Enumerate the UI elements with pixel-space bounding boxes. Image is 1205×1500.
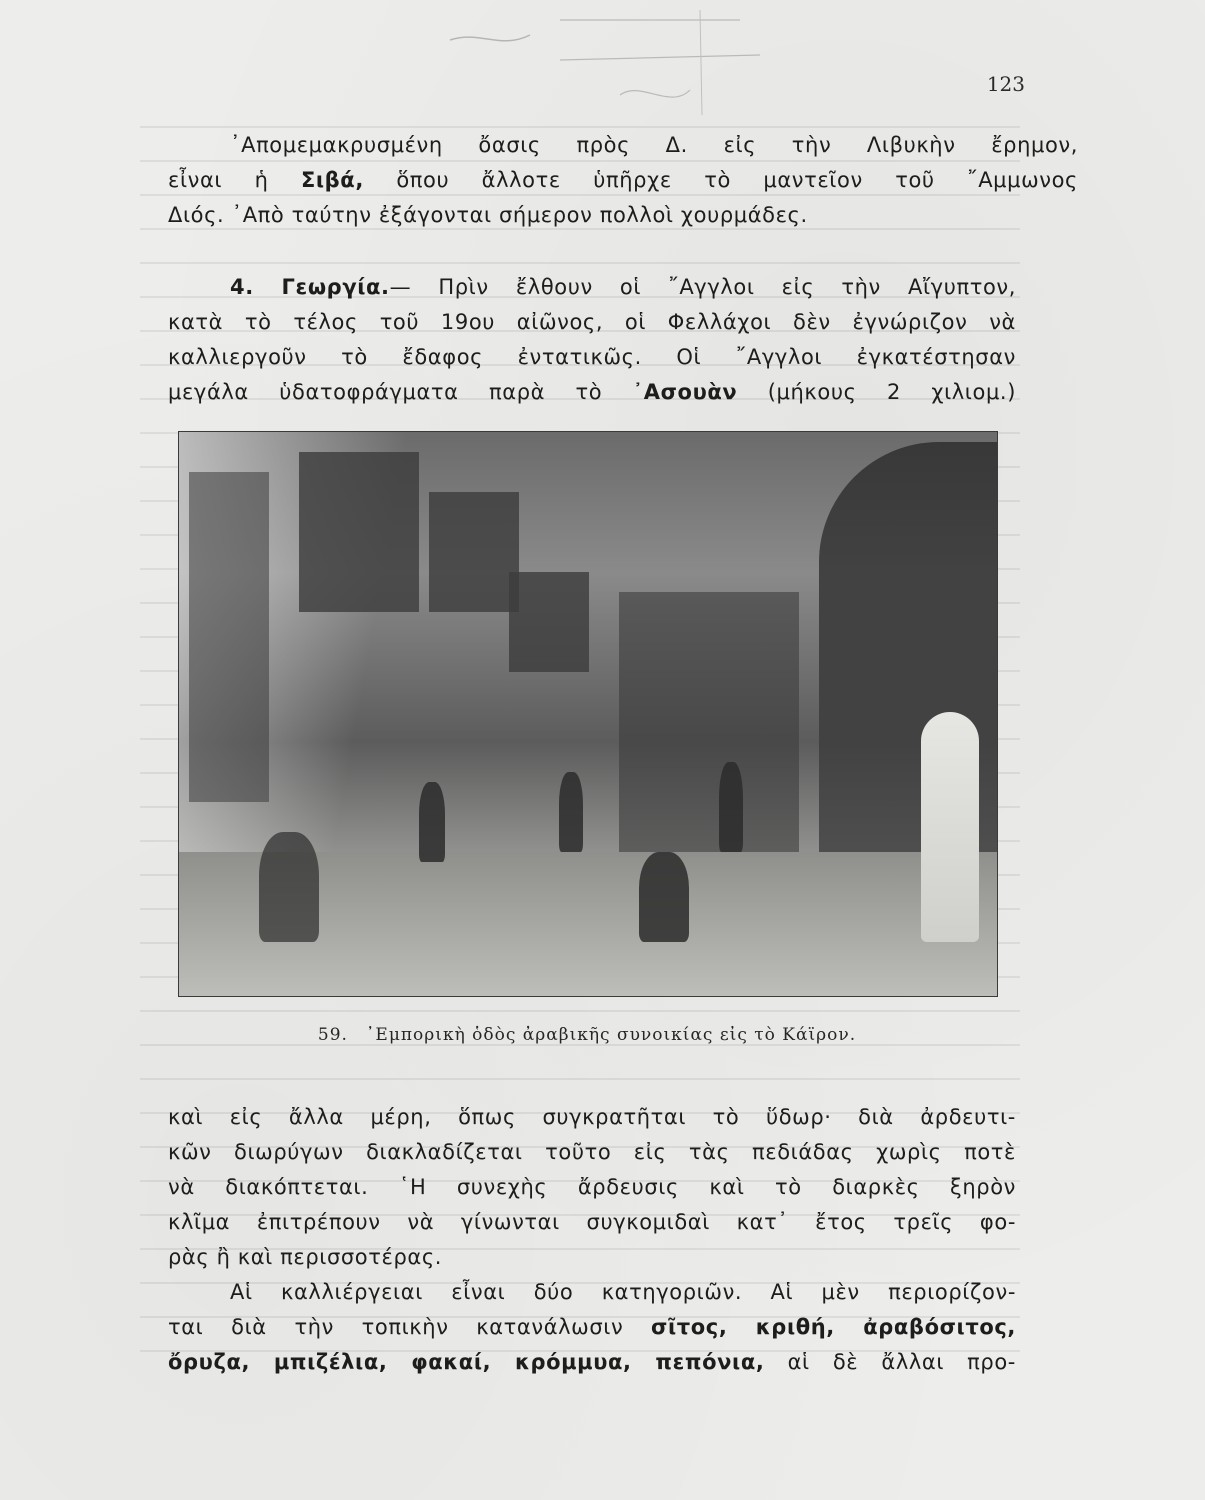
- text-span: (μήκους 2 χιλιομ.): [737, 380, 1016, 404]
- text-line: Αἱ καλλιέργειαι εἶναι δύο κατηγοριῶν. Αἱ μὲν περιορίζον-: [230, 1280, 1016, 1304]
- text-span: — Πρὶν ἔλθουν οἱ ῎Αγγλοι εἰς τὴν Αἴγυπτον,: [389, 275, 1016, 299]
- page-number: 123: [986, 72, 1025, 96]
- text-line: κατὰ τὸ τέλος τοῦ 19ου αἰῶνος, οἱ Φελλάχοι δὲν ἐγνώριζον νὰ: [168, 310, 1016, 334]
- text-span: αἱ δὲ ἄλλαι προ-: [764, 1350, 1016, 1374]
- paragraph-siwa: [168, 128, 1078, 233]
- text-line: κῶν διωρύγων διακλαδίζεται τοῦτο εἰς τὰς πεδιάδας χωρὶς ποτὲ: [168, 1140, 1016, 1164]
- bold-term: Σιβά,: [300, 168, 364, 192]
- text-span: ται διὰ τὴν τοπικὴν κατανάλωσιν: [168, 1315, 652, 1339]
- street-photograph: [178, 431, 998, 997]
- text-line: [168, 1345, 1016, 1380]
- text-line: ᾽Απομεμακρυσμένη ὄασις πρὸς Δ. εἰς τὴν Λιβυκὴν ἔρημον,: [230, 133, 1078, 157]
- photo-figure: [259, 832, 319, 942]
- photo-figure: [639, 852, 689, 942]
- paragraph-irrigation: [168, 1100, 1016, 1275]
- photo-figure: [559, 772, 583, 852]
- bold-term: ᾽Ασουὰν: [632, 380, 738, 404]
- bold-crops: σῖτος, κριθή, ἀραβόσιτος,: [651, 1315, 1016, 1339]
- text-line: Διός. ᾽Απὸ ταύτην ἐξάγονται σήμερον πολλοὶ χουρμάδες.: [168, 203, 808, 227]
- text-span: ὅπου ἄλλοτε ὑπῆρχε τὸ μαντεῖον τοῦ ῎Αμμωνος: [363, 168, 1078, 192]
- pencil-marks: [440, 0, 800, 120]
- text-line: [168, 163, 1078, 198]
- photo-shopfront: [619, 592, 799, 852]
- text-line: καλλιεργοῦν τὸ ἔδαφος ἐντατικῶς. Οἱ ῎Αγγλοι ἐγκατέστησαν: [168, 345, 1016, 369]
- text-line: ρὰς ἢ καὶ περισσοτέρας.: [168, 1245, 443, 1269]
- text-line: [168, 270, 1016, 305]
- text-line: [168, 1310, 1016, 1345]
- photo-figure: [419, 782, 445, 862]
- figure-number: 59.: [317, 1025, 348, 1045]
- paragraph-crops: [168, 1275, 1016, 1380]
- photo-figure: [719, 762, 743, 852]
- figure-caption: [178, 1025, 996, 1045]
- paragraph-agriculture: [168, 270, 1016, 410]
- section-heading: 4. Γεωργία.: [230, 275, 390, 299]
- photo-balcony: [509, 572, 589, 672]
- text-line: κλῖμα ἐπιτρέπουν νὰ γίνωνται συγκομιδαὶ κατ᾽ ἔτος τρεῖς φο-: [168, 1210, 1016, 1234]
- text-line: καὶ εἰς ἄλλα μέρη, ὅπως συγκρατῆται τὸ ὕδωρ· διὰ ἀρδευτι-: [168, 1105, 1016, 1129]
- photo-balcony: [429, 492, 519, 612]
- text-span: μεγάλα ὑδατοφράγματα παρὰ τὸ: [168, 380, 633, 404]
- text-line: νὰ διακόπτεται. ῾Η συνεχὴς ἄρδευσις καὶ τὸ διαρκὲς ξηρὸν: [168, 1175, 1016, 1199]
- caption-text: ᾽Εμπορικὴ ὁδὸς ἀραβικῆς συνοικίας εἰς τὸ Κάϊρον.: [365, 1025, 857, 1045]
- photo-balcony: [299, 452, 419, 612]
- photo-robed-figure: [921, 712, 979, 942]
- text-line: [168, 375, 1016, 410]
- bold-crops: ὄρυζα, μπιζέλια, φακαί, κρόμμυα, πεπόνια,: [168, 1350, 765, 1374]
- photo-building: [189, 472, 269, 802]
- text-span: εἶναι ἡ: [168, 168, 301, 192]
